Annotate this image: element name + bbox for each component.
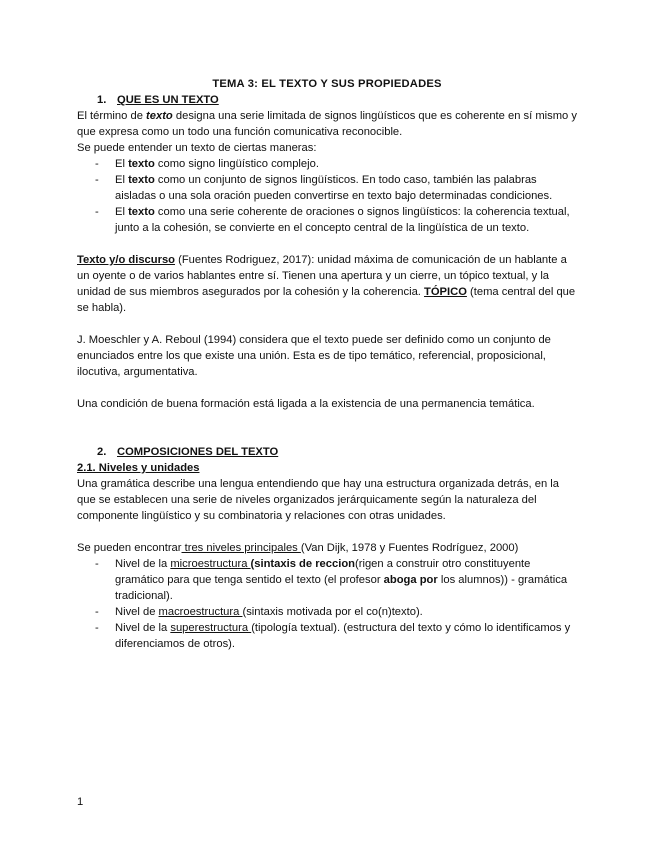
condicion-paragraph: Una condición de buena formación está ligada a la existencia de una permanencia temática. bbox=[77, 398, 535, 410]
section-1-title: QUE ES UN TEXTO bbox=[117, 94, 219, 106]
level-term: microestructura bbox=[170, 558, 251, 570]
text-run: los alumnos)) - gramática tradicional). bbox=[115, 574, 568, 602]
niveles-intro bbox=[77, 540, 577, 556]
list-item bbox=[115, 620, 577, 652]
texto-definition-paragraph bbox=[77, 108, 577, 140]
text-run: Nivel de bbox=[115, 606, 159, 618]
bold-term: texto bbox=[128, 158, 155, 170]
text-run: (sintaxis motivada por el co(n)texto). bbox=[242, 606, 423, 618]
list-item bbox=[115, 156, 577, 172]
gramatica-paragraph: Una gramática describe una lengua entendiendo que hay una estructura organizada detrás, en la que se establecen una serie de niveles organizados jerárquicamente según la naturaleza del componente lingüístico y su combinatoria y relaciones con otras unidades. bbox=[77, 478, 560, 522]
section-1-heading bbox=[77, 92, 577, 108]
level-term: superestructura bbox=[170, 622, 252, 634]
bold-term: aboga por bbox=[383, 574, 438, 586]
text-run: como signo lingüístico complejo. bbox=[154, 158, 319, 170]
text-run: El bbox=[115, 206, 129, 218]
texto-emphasis: texto bbox=[146, 110, 173, 122]
maneras-list bbox=[77, 156, 577, 236]
level-term: macroestructura bbox=[158, 606, 243, 618]
text-run: (tema central del que se habla). bbox=[77, 286, 576, 314]
definition-term: Texto y/o discurso bbox=[77, 254, 176, 266]
bold-term: texto bbox=[128, 174, 155, 186]
section-1-number: 1. bbox=[97, 94, 107, 106]
maneras-intro: Se puede entender un texto de ciertas maneras: bbox=[77, 142, 317, 154]
text-run: El bbox=[115, 158, 129, 170]
text-run: Se pueden encontrar bbox=[77, 542, 182, 554]
text-run: designa una serie limitada de signos lingüísticos que es coherente en sí mismo y que expresa como un todo una función comunicativa reconocible. bbox=[77, 110, 577, 138]
page-number: 1 bbox=[77, 796, 84, 808]
section-2-title: COMPOSICIONES DEL TEXTO bbox=[117, 446, 279, 458]
document-page bbox=[77, 76, 577, 652]
text-run: como una serie coherente de oraciones o signos lingüísticos: la coherencia textual, junto a la cohesión, se convierte en el concepto central de la lingüística de un texto. bbox=[115, 206, 570, 234]
topico-term: TÓPICO bbox=[424, 286, 467, 298]
texto-discurso-paragraph bbox=[77, 252, 577, 316]
list-item bbox=[115, 604, 577, 620]
list-item bbox=[115, 556, 577, 604]
text-run: (tipología textual). (estructura del texto y cómo lo identificamos y diferenciamos de otros). bbox=[115, 622, 571, 650]
bold-term: texto bbox=[128, 206, 155, 218]
niveles-underlined: tres niveles principales bbox=[181, 542, 301, 554]
text-run: El bbox=[115, 174, 129, 186]
text-run: El término de bbox=[77, 110, 147, 122]
text-run: (Van Dijk, 1978 y Fuentes Rodríguez, 2000) bbox=[300, 542, 519, 554]
niveles-list bbox=[77, 556, 577, 652]
list-item bbox=[115, 172, 577, 204]
moeschler-paragraph: J. Moeschler y A. Reboul (1994) considera que el texto puede ser definido como un conjunto de enunciados entre los que existe una unión. Esta es de tipo temático, referencial, proposicional, ilocutiva, argumentativa. bbox=[77, 334, 551, 378]
section-2-heading bbox=[77, 444, 577, 460]
bold-term: (sintaxis de reccion bbox=[250, 558, 356, 570]
list-item bbox=[115, 204, 577, 236]
section-2-number: 2. bbox=[97, 446, 107, 458]
text-run: Nivel de la bbox=[115, 558, 171, 570]
subsection-2-1-heading: 2.1. Niveles y unidades bbox=[77, 462, 200, 474]
document-title: TEMA 3: EL TEXTO Y SUS PROPIEDADES bbox=[212, 78, 442, 90]
text-run: (Fuentes Rodriguez, 2017): unidad máxima de comunicación de un hablante a un oyente o de varios hablantes entre sí. Tienen una apertura y un cierre, un tópico textual, y la unidad de sus miembros asegurados por la cohesión y la coherencia. bbox=[77, 254, 567, 298]
text-run: Nivel de la bbox=[115, 622, 171, 634]
text-run: (rigen a construir otro constituyente gramático para que tenga sentido el texto (el profesor bbox=[115, 558, 531, 586]
text-run: como un conjunto de signos lingüísticos. En todo caso, también las palabras aisladas o una sola oración pueden convertirse en texto bajo determinadas condiciones. bbox=[115, 174, 553, 202]
